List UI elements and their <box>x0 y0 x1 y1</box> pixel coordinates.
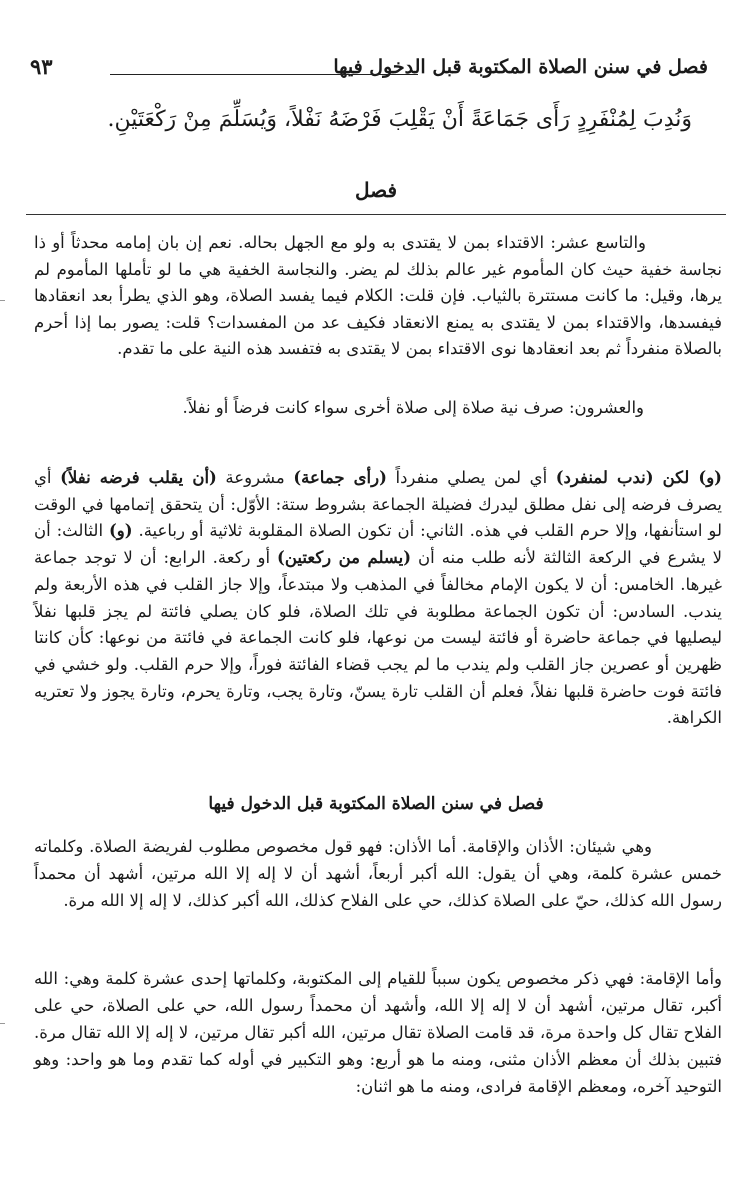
commentary-part: (ندب لمنفرد) <box>555 468 654 487</box>
matn-text: وَنُدِبَ لِمُنْفَرِدٍ رَأَى جَمَاعَةً أَنْ يَقْلِبَ فَرْضَهُ نَفْلاً، وَيُسَلِّمَ مِنْ رَكْعَتَيْنِ. <box>107 107 692 132</box>
commentary-part: (رأى جماعة) <box>293 468 387 487</box>
paragraph-twentieth: والعشرون: صرف نية صلاة إلى صلاة أخرى سواء كانت فرضاً أو نفلاً. <box>182 398 644 417</box>
margin-tick <box>0 1023 5 1024</box>
commentary-part: الثالث: أن لا يشرع في الركعة الثالثة لأنه طلب منه أن <box>34 521 723 568</box>
commentary-part: (و) <box>108 521 133 541</box>
paragraph-iqama: وأما الإقامة: فهي ذكر مخصوص يكون سبباً للقيام إلى المكتوبة، وكلماتها إحدى عشرة كلمة وهي: الله أكبر، تقال مرتين، أشهد أن لا إله إلا الله، وأشهد أن محمداً رسول الله، حي على الصلاة، حي على الفلاح تقال كل واحدة مرة، قد قامت الصلاة تقال مرتين، الله أكبر تقال مرتين، لا إله إلا الله تقال مرة. فتبين بذلك أن معظم الأذان مثنى، ومنه ما هو أربع: وهو التكبير في أوله كما تقدم وما هو واحد: وهو التوحيد آخره، ومعظم الإقامة فرادى، ومنه ما هو اثنان: <box>34 969 722 1096</box>
commentary-part: أي يصرف فرضه إلى نفل مطلق ليدرك فضيلة الجماعة بشروط ستة: الأوّل: أن يتحقق إتمامها في الوقت لو استأنفها، وإلا حرم القلب في هذه. الثاني: أن تكون الصلاة المقلوبة ثلاثية أو رباعية. <box>34 468 722 541</box>
commentary-part: أو ركعة. الرابع: أن لا توجد جماعة غيرها. الخامس: أن لا يكون الإمام مخالفاً في المذهب ولا مبتدعاً، وإلا جاز القلب في هذه الأربعة ولم يندب. السادس: أن تكون الجماعة مطلوبة في تلك الصلاة، فلو كان يصلي فائتة لم يجز قلبها نفلاً ليصليها في جماعة حاضرة أو فائتة ليست من نوعها، فلو كانت الجماعة في فائتة من نوعها: كأن كانتا ظهرين أو عصرين جاز القلب ولم يندب ما لم يجب قضاء الفائتة فوراً، وإلا حرم القلب. ولو خشي في فائتة فوت حاضرة قلبها نفلاً، فعلم أن القلب تارة يسنّ، وتارة يجب، وتارة يحرم، وتارة يجوز ولا تعتريه الكراهة. <box>34 548 722 728</box>
paragraph-adhan: وهي شيئان: الأذان والإقامة. أما الأذان: فهو قول مخصوص مطلوب لفريضة الصلاة. وكلماته خمس عشرة كلمة، وهي أن يقول: الله أكبر أربعاً، أشهد أن لا إله إلا الله مرتين، أشهد أن محمداً رسول الله كذلك، حيّ على الصلاة كذلك، حي على الفلاح كذلك، الله أكبر كذلك، لا إله إلا الله مرة. <box>34 837 722 910</box>
commentary-part: مشروعة <box>216 468 294 487</box>
section-heading-fasl: فصل <box>354 178 398 202</box>
page-number: ٩٣ <box>30 54 53 79</box>
running-header <box>30 52 708 88</box>
section-heading-sunan: فصل في سنن الصلاة المكتوبة قبل الدخول فيها <box>208 794 544 814</box>
commentary-part: (و) لكن <box>653 468 722 487</box>
header-rule <box>110 74 418 75</box>
paragraph-nineteenth: والتاسع عشر: الاقتداء بمن لا يقتدى به ولو مع الجهل بحاله. نعم إن بان إمامه محدثاً أو ذا نجاسة خفية حيث كان المأموم غير عالم بذلك لم يضر. والنجاسة الخفية هي ما لو تأملها المأموم لم يرها، وقيل: ما كانت مستترة بالثياب. فإن قلت: الكلام فيما يفسد الصلاة، وهو الذي يطرأ بعد انعقادها فيفسدها، والاقتداء بمن لا يقتدى به يمنع الانعقاد فكيف عد من المفسدات؟ قلت: يصور بما إذا أحرم بالصلاة منفرداً ثم بعد انعقادها نوى الاقتداء بمن لا يقتدى به فتفسد هذه النية على ما تقدم. <box>34 233 722 358</box>
paragraph-commentary <box>34 465 722 732</box>
commentary-part: (أن يقلب فرضه نفلاً) <box>60 468 217 487</box>
margin-tick <box>0 300 5 301</box>
commentary-part: (يسلم من ركعتين) <box>277 548 412 568</box>
header-title: فصل في سنن الصلاة المكتوبة قبل الدخول فيها <box>333 56 708 78</box>
separator-rule <box>26 214 726 215</box>
commentary-part: أي لمن يصلي منفرداً <box>386 468 556 487</box>
